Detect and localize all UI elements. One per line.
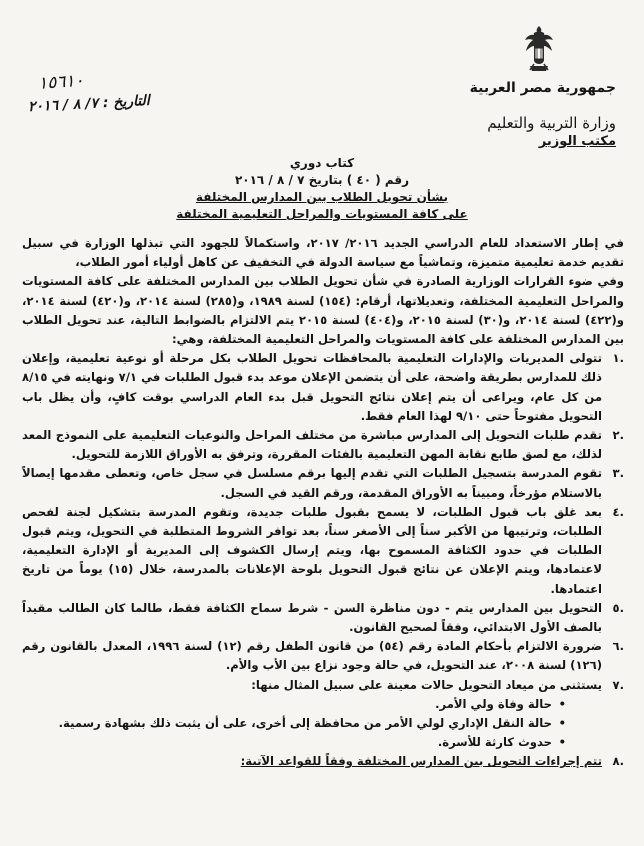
exception-item: • حالة وفاة ولي الأمر.	[22, 695, 566, 714]
exception-item: • حالة النقل الإداري لولي الأمر من محافظة إلى أخرى، على أن يثبت ذلك بشهادة رسمية.	[22, 714, 566, 733]
document-title	[120, 155, 524, 223]
letterhead	[470, 80, 616, 149]
intro-paragraph-1: في إطار الاستعداد للعام الدراسي الجديد ٢٠١٦/ ٢٠١٧، واستكمالاً للجهود التي تبذلها الوزارة في سبيل تقديم خدمة تعليمية متميزة، وتماشياً مع سياسة الدولة في التخفيف عن كاهل أولياء أمور الطلاب،	[22, 236, 624, 270]
country-name: جمهورية مصر العربية	[469, 80, 616, 96]
title-number: رقم ( ٤٠ ) بتاريخ ٧ / ٨ / ٢٠١٦	[234, 173, 410, 187]
item-number: .٨	[612, 754, 624, 769]
item-number: .٣	[612, 466, 624, 481]
item-text: تقوم المدرسة بتسجيل الطلبات التي تقدم إليها برقم مسلسل في سجل خاص، وتعطى مقدمها إيصالاً بالاستلام مؤرخاً، ومبيناً به الأوراق المقدمة، ورقم القيد في السجل.	[22, 466, 602, 500]
list-item	[22, 637, 624, 675]
list-item	[22, 349, 624, 426]
eagle-emblem-icon	[522, 24, 556, 76]
intro-paragraph-2: وفي ضوء القرارات الوزارية الصادرة في شأن تحويل الطلاب بين المدارس المختلفة على كافة المستويات والمراحل التعليمية المختلفة، وتعديلاتها، أرقام: (١٥٤) لسنة ١٩٨٩، و(٢٨٥) لسنة ٢٠١٤، و(٤٢٠) لسنة ٢٠١٤، و(٤٢٢) لسنة ٢٠١٤، و(٣٠) لسنة ٢٠١٥، و(٤٠٤) لسنة ٢٠١٥ يتم الالتزام بالضوابط التالية، عند تحويل الطلاب بين المدارس المختلفة على كافة المستويات والمراحل التعليمية المختلفة، وهي:	[22, 274, 624, 347]
list-item	[22, 503, 624, 599]
item-text: بعد غلق باب قبول الطلبات، لا يسمح بقبول طلبات جديدة، وتقوم المدرسة بتشكيل لجنة لفحص الطلبات، وترتيبها من الأكبر سناً إلى الأصغر سناً، بعد توافر الشروط المتطلبة في التحويل، ويتم قبول الطلبات في حدود الكثافة المسموح بها، ويتم إرسال الكشوف إلى المديرية أو الإدارة التعليمية، لاعتمادها، ويتم الإعلان عن نتائج قبول التحويل بلوحة الإعلانات بالمدرسة، خلال (١٥) يوماً من تاريخ اعتمادها.	[22, 504, 602, 596]
item-text: تتم إجراءات التحويل بين المدارس المختلفة وفقاً للقواعد الآتية:	[240, 754, 602, 769]
title-kind: كتاب دوري	[289, 156, 355, 170]
list-item	[22, 599, 624, 637]
list-item	[22, 676, 624, 695]
office-name: مكتب الوزير	[538, 134, 616, 149]
item-number: .٦	[612, 639, 624, 654]
list-item	[22, 752, 624, 771]
document-date: التاريخ : ٧/ ٨ / ٢٠١٦	[27, 92, 151, 116]
item-text: التحويل بين المدارس يتم - دون مناظرة السن - شرط سماح الكثافة فقط، طالما كان الطالب مقيداً بالصف الأول الابتدائي، وفقاً لصحيح القانون.	[22, 600, 602, 635]
list-item	[22, 464, 624, 502]
list-item	[22, 426, 624, 464]
item-text: يستثنى من ميعاد التحويل حالات معينة على سبيل المثال منها:	[251, 677, 602, 692]
item-number: .٢	[612, 428, 624, 443]
reference-block	[27, 70, 151, 116]
item-number: .٤	[612, 504, 624, 519]
item-text: تتولى المديريات والإدارات التعليمية بالمحافظات تحويل الطلاب بكل مرحلة أو نوعية تعليمية، وإعلان ذلك للمدارس بطريقة واضحة، على أن يتضمن الإعلان موعد بدء قبول الطلبات في ٧/١ ونهايته في ٨/١٥ من كل عام، ويراعى أن يتم إعلان نتائج التحويل قبل بدء العام الدراسي بوقت كافٍ، وأن يظل باب التحويل مفتوحاً حتى ٩/١٠ لهذا العام فقط.	[22, 351, 602, 423]
serial-number: ١٥٦١٠	[37, 70, 85, 94]
exception-item: • حدوث كارثة للأسرة.	[22, 733, 566, 752]
document-body	[22, 234, 624, 772]
item-text: ضرورة الالتزام بأحكام المادة رقم (٥٤) من قانون الطفل رقم (١٢) لسنة ١٩٩٦، المعدل بالقانون رقم (١٢٦) لسنة ٢٠٠٨، عند التحويل، في حالة وجود نزاع بين الأب والأم.	[22, 639, 602, 673]
title-subject-1: بشأن تحويل الطلاب بين المدارس المختلفة	[195, 190, 449, 204]
title-subject-2: على كافة المستويات والمراحل التعليمية المختلفة	[176, 207, 468, 221]
ministry-name: وزارة التربية والتعليم	[487, 114, 616, 132]
item-text: تقدم طلبات التحويل إلى المدارس مباشرة من مختلف المراحل والنوعيات التعليمية على النموذج المعد لذلك، مع لصق طابع نقابة المهن التعليمية بالفئات المقررة، وترفق به الأوراق اللازمة للتحويل.	[22, 428, 602, 462]
exception-list	[22, 695, 624, 753]
item-number: .١	[612, 351, 624, 366]
item-number: .٧	[612, 677, 624, 692]
item-number: .٥	[612, 600, 624, 615]
